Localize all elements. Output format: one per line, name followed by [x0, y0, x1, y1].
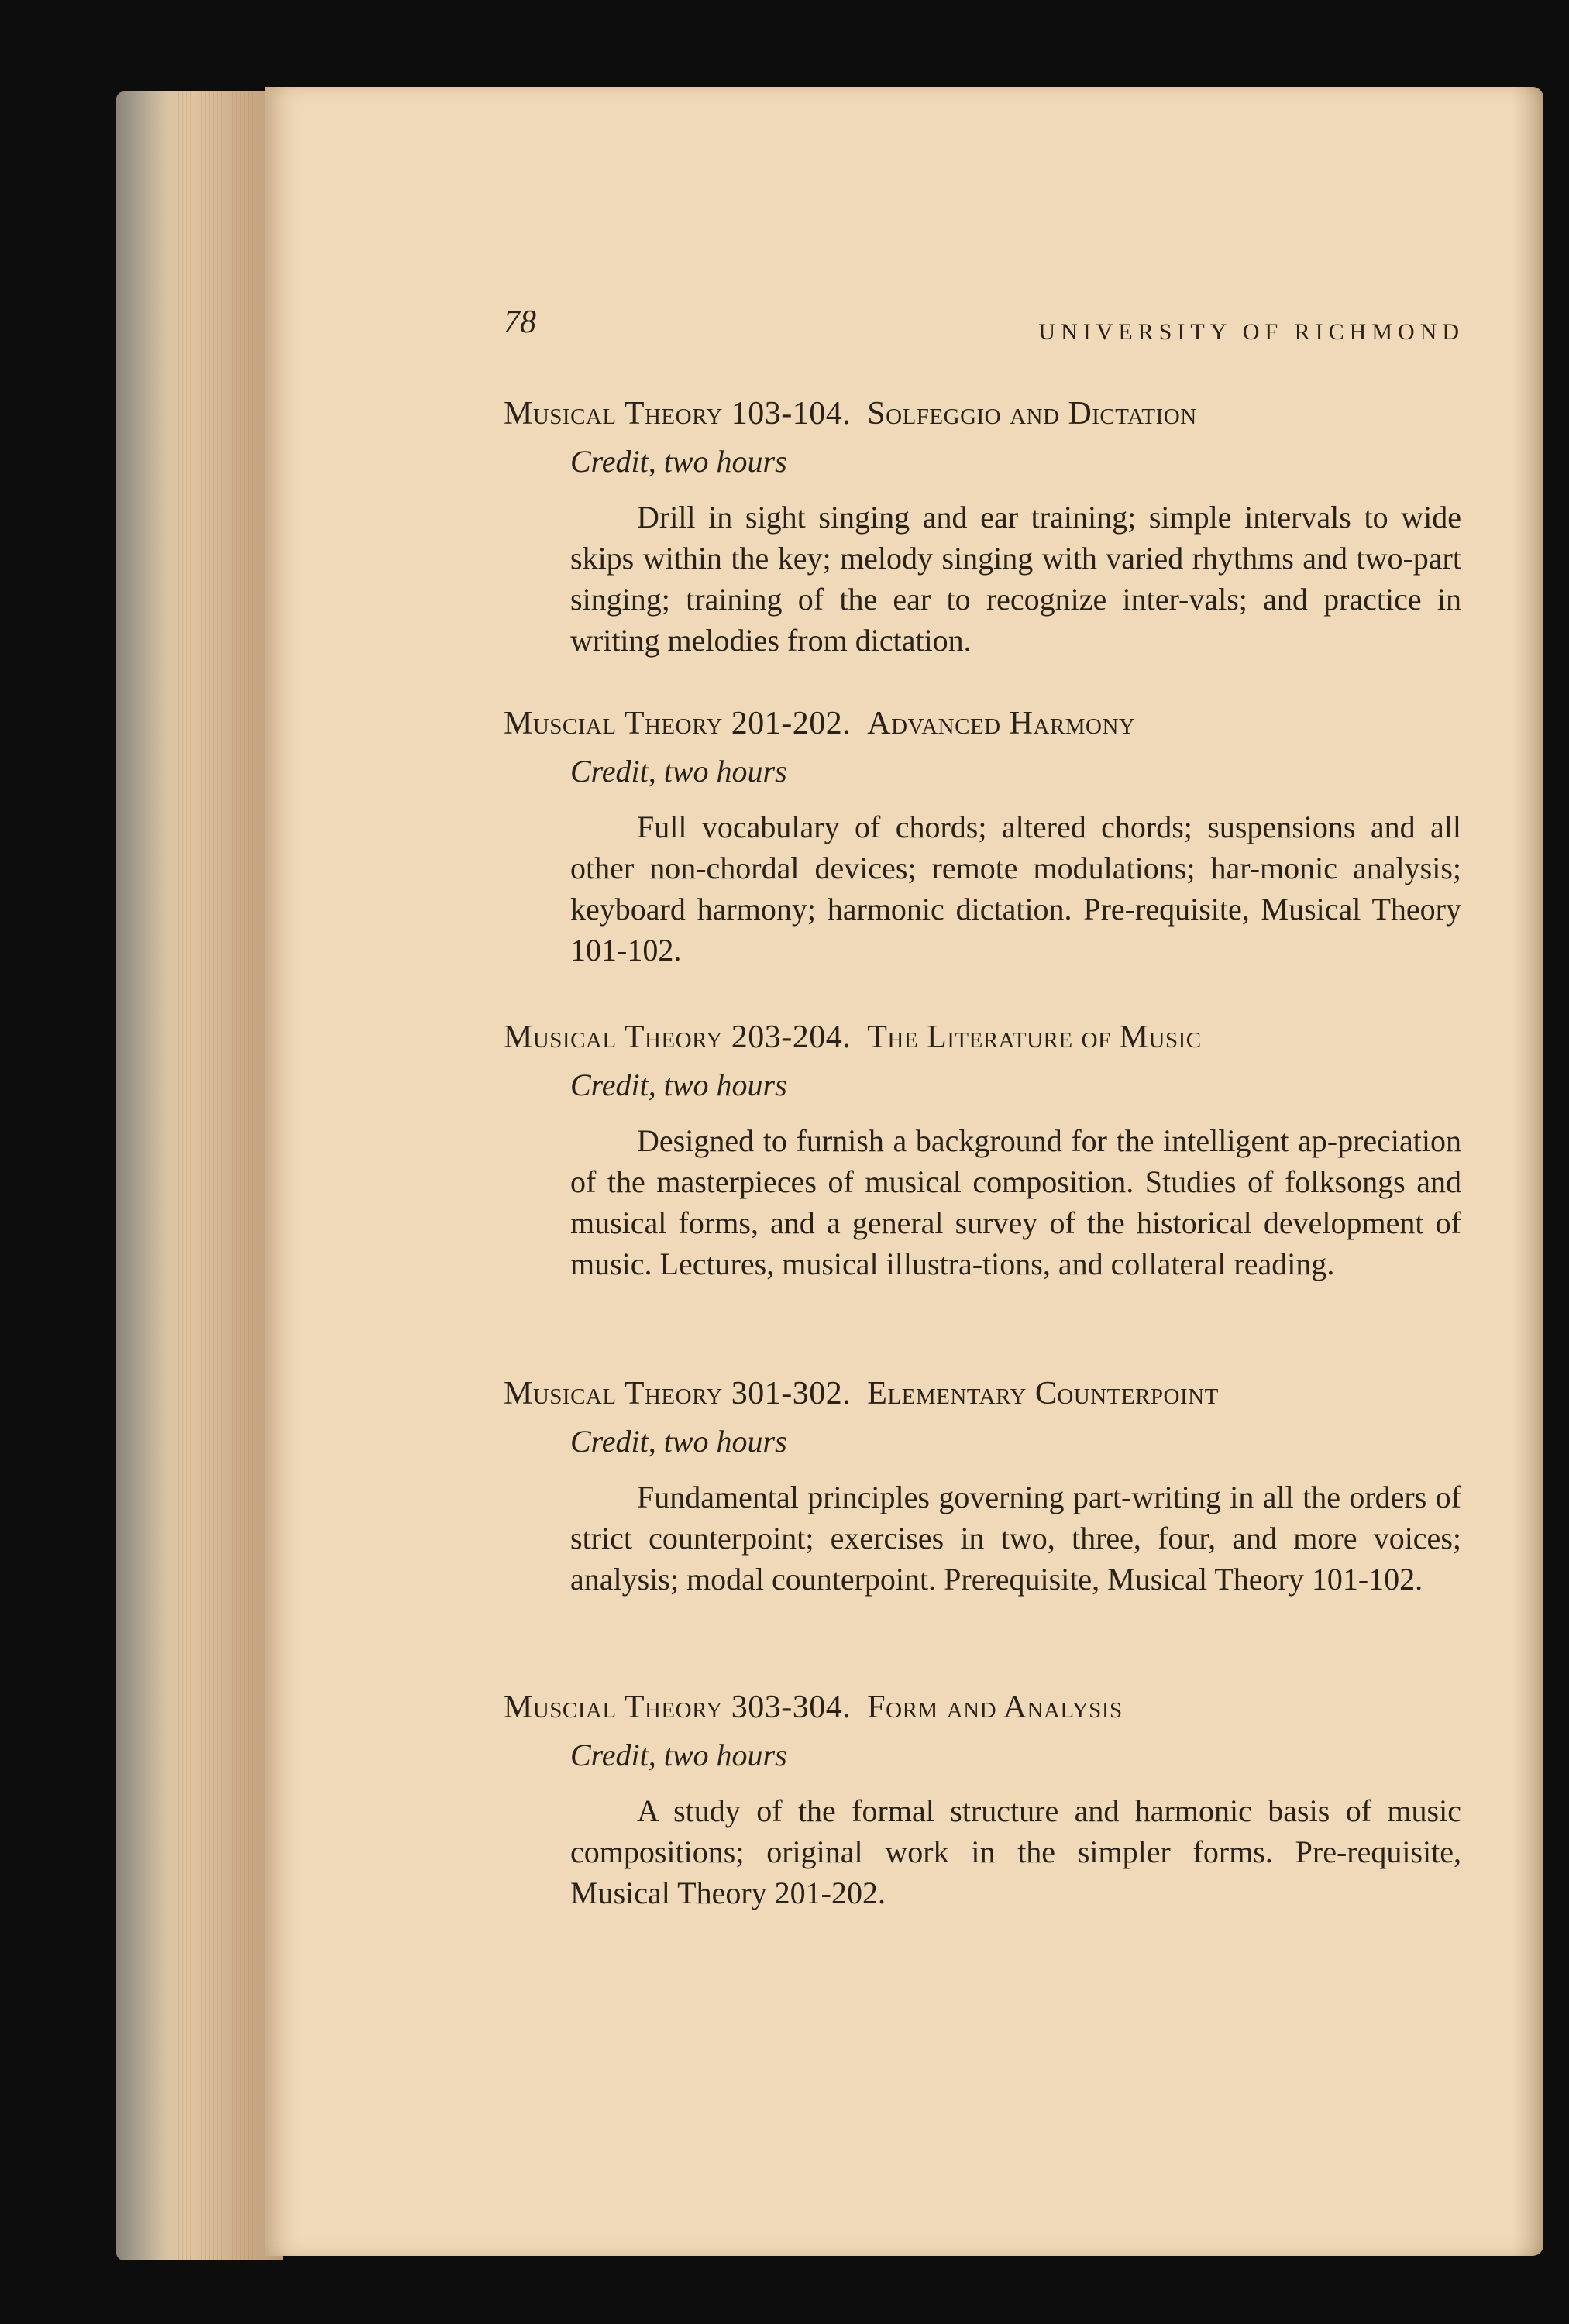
course-number: 301-302.	[731, 1376, 852, 1411]
course-entry	[504, 1375, 1464, 1600]
course-number: 203-204.	[731, 1019, 852, 1055]
course-title: Musical Theory	[504, 396, 723, 431]
course-subtitle: Form and Analysis	[867, 1690, 1123, 1725]
course-heading	[504, 1375, 1464, 1412]
course-title: Muscial Theory	[504, 706, 723, 741]
course-subtitle: Elementary Counterpoint	[867, 1376, 1219, 1411]
course-credit: Credit, two hours	[570, 1067, 787, 1102]
course-title: Muscial Theory	[504, 1690, 723, 1725]
course-number: 103-104.	[731, 396, 852, 431]
course-description: Full vocabulary of chords; altered chords; suspensions and all other non-chordal devices; remote modulations; har-monic analysis; keyboard harmony; harmonic dictation. Pre-requisite, Musical Theory 101-102.	[570, 810, 1461, 968]
page-number: 78	[504, 304, 536, 340]
course-heading	[504, 1689, 1464, 1726]
course-title: Musical Theory	[504, 1019, 723, 1055]
running-head: UNIVERSITY OF RICHMOND	[1038, 319, 1464, 345]
page-right-shadow	[1512, 87, 1543, 2256]
course-heading	[504, 395, 1464, 432]
course-description: Fundamental principles governing part-writing in all the orders of strict counterpoint; exercises in two, three, four, and more voices; analysis; modal counterpoint. Prerequisite, Musical Theory 101-102.	[570, 1480, 1461, 1597]
course-entry	[504, 1019, 1464, 1284]
course-entry	[504, 395, 1464, 661]
course-subtitle: The Literature of Music	[867, 1019, 1202, 1055]
course-description: Designed to furnish a background for the intelligent ap-preciation of the masterpieces of musical composition. Studies of folksongs and musical forms, and a general survey of the historical development of music. Lectures, musical illustra-tions, and collateral reading.	[570, 1123, 1461, 1281]
course-entry	[504, 1689, 1464, 1913]
course-credit: Credit, two hours	[570, 1424, 787, 1459]
course-credit: Credit, two hours	[570, 754, 787, 789]
course-number: 201-202.	[731, 706, 852, 741]
page-edge-lines	[178, 91, 263, 2260]
course-heading	[504, 705, 1464, 742]
course-credit: Credit, two hours	[570, 444, 787, 479]
course-heading	[504, 1019, 1464, 1056]
course-entry	[504, 705, 1464, 971]
course-number: 303-304.	[731, 1690, 852, 1725]
course-subtitle: Advanced Harmony	[867, 706, 1136, 741]
course-description: Drill in sight singing and ear training; simple intervals to wide skips within the key; melody singing with varied rhythms and two-part singing; training of the ear to recognize inter-vals; and practice in writing melodies from dictation.	[570, 500, 1461, 658]
course-description: A study of the formal structure and harmonic basis of music compositions; original work in the simpler forms. Pre-requisite, Musical Theory 201-202.	[570, 1793, 1461, 1910]
course-title: Musical Theory	[504, 1376, 723, 1411]
course-subtitle: Solfeggio and Dictation	[867, 396, 1197, 431]
course-credit: Credit, two hours	[570, 1738, 787, 1772]
